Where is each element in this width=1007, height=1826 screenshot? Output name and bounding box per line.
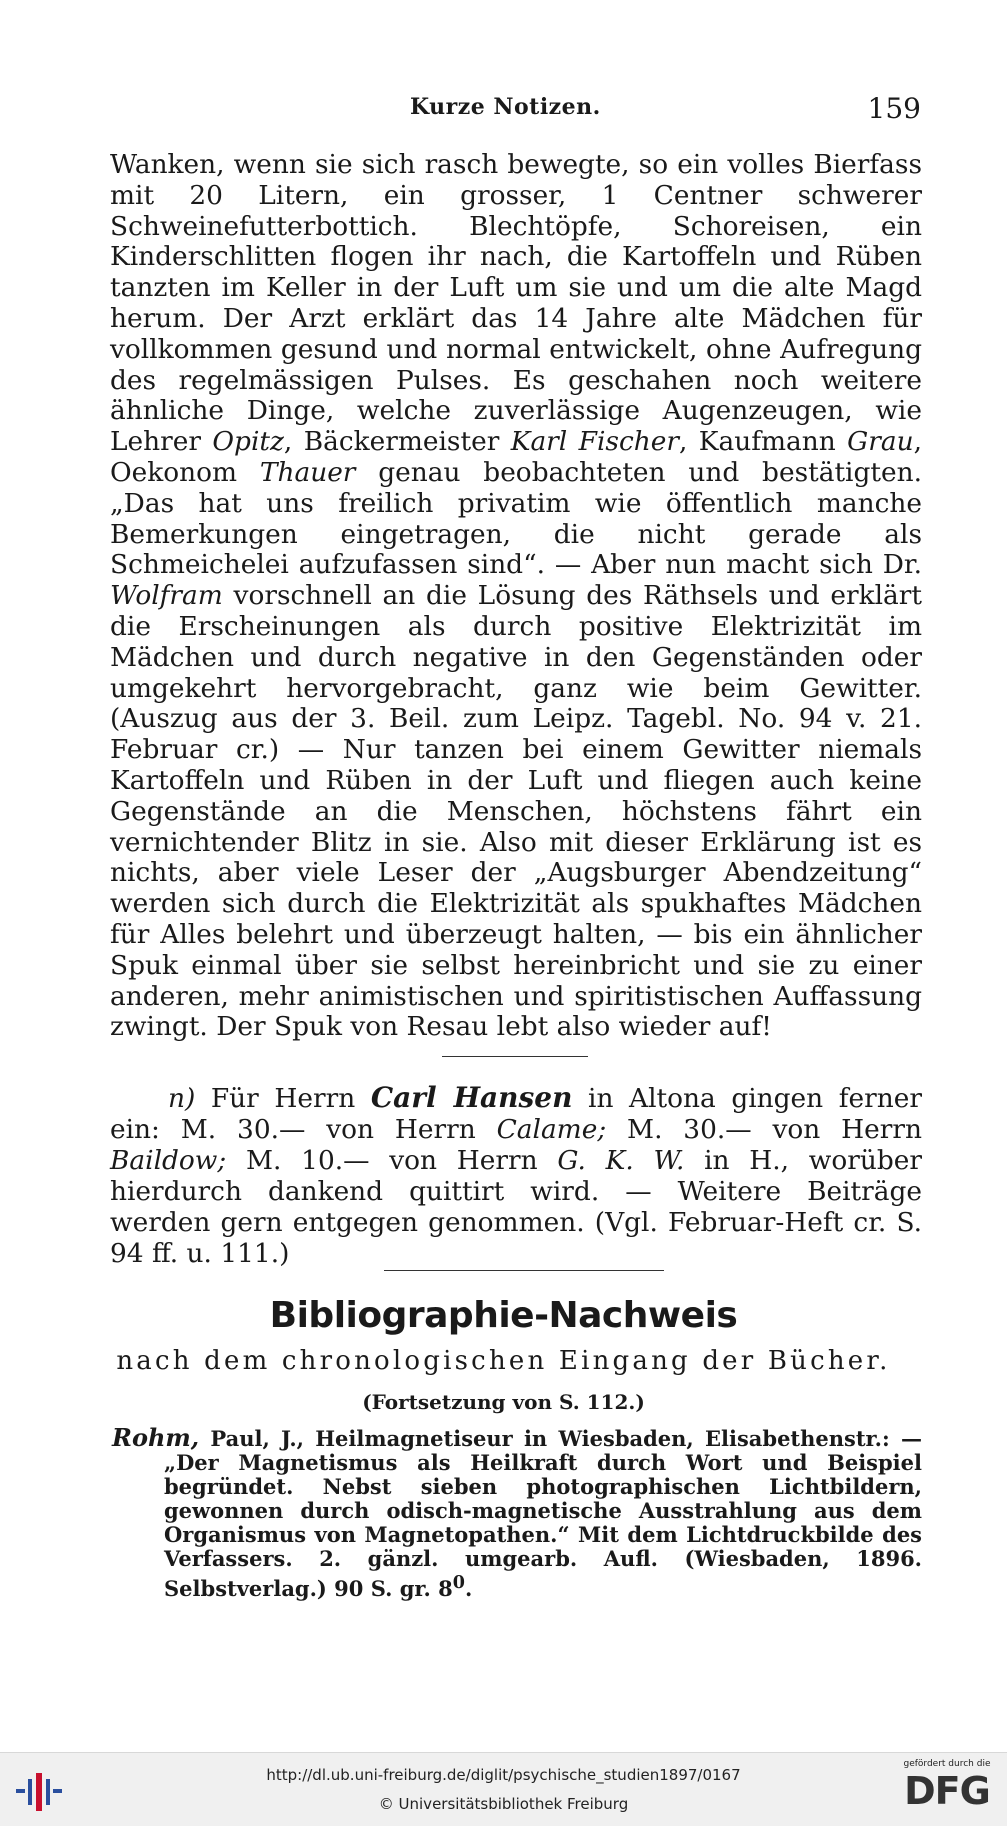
person-name: Baildow; <box>110 1145 227 1176</box>
dfg-mark: DFG <box>904 1769 990 1813</box>
section-divider <box>442 1056 588 1057</box>
text-run: , Bäckermeister <box>283 426 511 458</box>
dfg-caption: gefördert durch die <box>903 1759 991 1769</box>
page-header <box>110 94 921 134</box>
notice-label: n) <box>168 1083 196 1114</box>
person-name: G. K. W. <box>557 1145 685 1176</box>
person-name: Grau <box>847 426 914 458</box>
page-number: 159 <box>867 92 921 125</box>
entry-end: . <box>464 1576 473 1601</box>
main-paragraph <box>110 150 922 1043</box>
text-run: in H., worüber hierdurch dankend quittirt wird. — Weitere Beiträge werden gern entgegen genommen. (Vgl. Februar-Heft cr. S. 94 ff. u. 111.) <box>110 1145 922 1269</box>
entry-author: Rohm, <box>112 1423 200 1452</box>
bibliography-entry <box>112 1423 922 1601</box>
permalink[interactable]: http://dl.ub.uni-freiburg.de/diglit/psychische_studien1897/0167 <box>266 1766 741 1784</box>
person-name: Opitz <box>212 426 284 458</box>
text-run: in Altona gingen ferner ein: M. 30.— von Herrn <box>110 1083 922 1145</box>
person-name: Thauer <box>259 456 356 488</box>
text-run: M. 10.— von Herrn <box>226 1145 558 1176</box>
text-run: genau beobachteten und bestätigten. „Das hat uns freilich privatim wie öffentlich manche Bemerkungen eingetragen, die nicht gerade als Schmeichelei aufzufassen sind“. — Aber nun macht sich Dr. <box>110 456 922 581</box>
viewer-footer <box>0 1752 1007 1826</box>
dfg-logo[interactable] <box>897 1759 997 1821</box>
person-name: Carl Hansen <box>370 1081 573 1114</box>
text-run: Wanken, wenn sie sich rasch bewegte, so ein volles Bierfass mit 20 Litern, ein grosser, 1 Centner schwerer Schweinefutterbottich. Blechtöpfe, Schoreisen, ein Kinderschlitten flogen ihr nach, die Kartoffeln und Rüben tanzten im Keller in der Luft um sie und um die alte Magd herum. Der Arzt erklärt das 14 Jahre alte Mädchen für vollkommen gesund und normal entwickelt, ohne Aufregung des regelmässigen Pulses. Es geschahen noch weitere ähnliche Dinge, welche zuverlässige Augenzeugen, wie Lehrer <box>110 149 922 458</box>
bibliography-title: Bibliographie-Nachweis <box>269 1295 738 1336</box>
entry-text: Paul, J., Heilmagnetiseur in Wiesbaden, Elisabethenstr.: — „Der Magnetismus als Heilkraft durch Wort und Beispiel begründet. Nebst sieben photographischen Lichtbildern, gewonnen durch odisch-magnetische Ausstrahlung aus dem Organismus von Magnetopathen.“ Mit dem Lichtdruckbilde des Verfassers. 2. gänzl. umgearb. Aufl. (Wiesbaden, 1896. Selbstverlag.) 90 S. gr. 8 <box>164 1426 922 1601</box>
section-divider <box>384 1270 664 1271</box>
text-run: vorschnell an die Lösung des Räthsels und erklärt die Erscheinungen als durch positive Elektrizität im Mädchen und durch negative in den Gegenständen oder umgekehrt hervorgebracht, ganz wie beim Gewitter. (Auszug aus der 3. Beil. zum Leipz. Tagebl. No. 94 v. 21. Februar cr.) — Nur tanzen bei einem Gewitter niemals Kartoffeln und Rüben in der Luft und fliegen auch keine Gegenstände an die Menschen, höchstens fährt ein vernichtender Blitz in sie. Also mit dieser Erklärung ist es nichts, aber viele Leser der „Augsburger Abendzeitung“ werden sich durch die Elektrizität als spukhaftes Mädchen für Alles belehrt und überzeugt halten, — bis ein ähnlicher Spuk einmal über sie selbst hereinbricht und sie zu einer anderen, mehr animistischen und spiritistischen Auffassung zwingt. Der Spuk von Resau lebt also wieder auf! <box>110 580 922 1043</box>
text-run: Für Herrn <box>195 1083 371 1114</box>
permalink-row <box>0 1766 1007 1784</box>
person-name: Calame; <box>496 1114 607 1145</box>
text-run: , Kaufmann <box>678 426 848 458</box>
person-name: Wolfram <box>110 580 223 612</box>
text-run: , Oekonom <box>110 426 922 488</box>
running-title: Kurze Notizen. <box>410 94 601 120</box>
person-name: Karl Fischer <box>510 426 679 458</box>
bibliography-continuation: (Fortsetzung von S. 112.) <box>362 1390 645 1414</box>
donation-notice <box>110 1082 922 1269</box>
copyright: © Universitätsbibliothek Freiburg <box>378 1795 629 1813</box>
text-run: M. 30.— von Herrn <box>606 1114 922 1145</box>
bibliography-subtitle: nach dem chronologischen Eingang der Bücher. <box>116 1346 891 1376</box>
entry-superscript: 0 <box>452 1573 465 1593</box>
